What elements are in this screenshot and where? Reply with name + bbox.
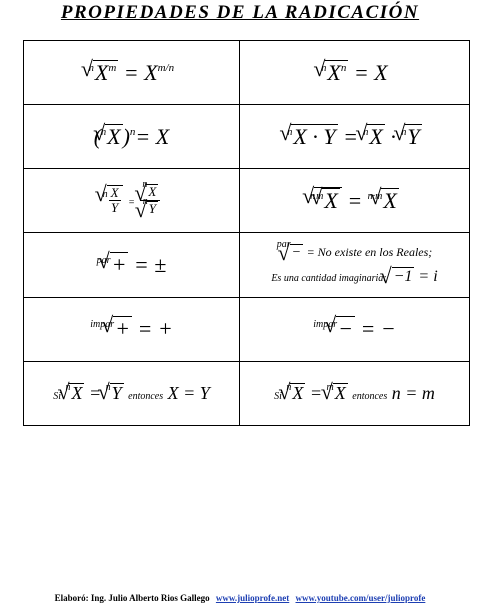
cell-even-positive: $^{par}$√ + = ± — [24, 233, 240, 297]
footer-site-link[interactable]: www.julioprofe.net — [215, 593, 290, 603]
footer — [0, 593, 480, 603]
table-row — [24, 297, 470, 361]
cell-root-product: $^n$√ X · Y = $^n$√ X · $^n$√ Y — [240, 105, 470, 169]
cell-odd-negative: $^{impar}$√ − = − — [240, 297, 470, 361]
table-row — [24, 361, 470, 425]
page-title: PROPIEDADES DE LA RADICACIÓN — [60, 2, 420, 23]
cell-root-power: $^n$√ $X^m = X^{m/n}$ — [24, 41, 240, 105]
cell-even-negative: $^{par}$√ − = No existe en los Reales; Es una cantidad imaginaria: √ −1 = i — [240, 233, 470, 297]
cell-root-same-power: $^n$√ $X^n = X$ — [240, 41, 470, 105]
footer-author: Elaboró: Ing. Julio Alberto Rios Gallego — [54, 593, 210, 603]
cell-root-of-root: $^n$√ $^m$√ X = $^{n\cdot m}$√ X — [240, 169, 470, 233]
table-row — [24, 233, 470, 297]
footer-youtube-link[interactable]: www.youtube.com/user/julioprofe — [295, 593, 426, 603]
table-row — [24, 169, 470, 233]
properties-table — [23, 40, 470, 426]
cell-equal-radicands: Si $^n$√ X = $^n$√ Y entonces X = Y — [24, 361, 240, 425]
table-row — [24, 41, 470, 105]
table-row — [24, 105, 470, 169]
cell-power-of-root: ($^n$√ X)$^n$= X — [24, 105, 240, 169]
cell-root-quotient: $^n$ √ $\frac{X}{Y}$ = $\frac{^n√ X}{^n√ Y}$ — [24, 169, 240, 233]
cell-odd-positive: $^{impar}$√ + = + — [24, 297, 240, 361]
cell-equal-indices: Si $^n$√ X = $^m$√ X entonces n = m — [240, 361, 470, 425]
